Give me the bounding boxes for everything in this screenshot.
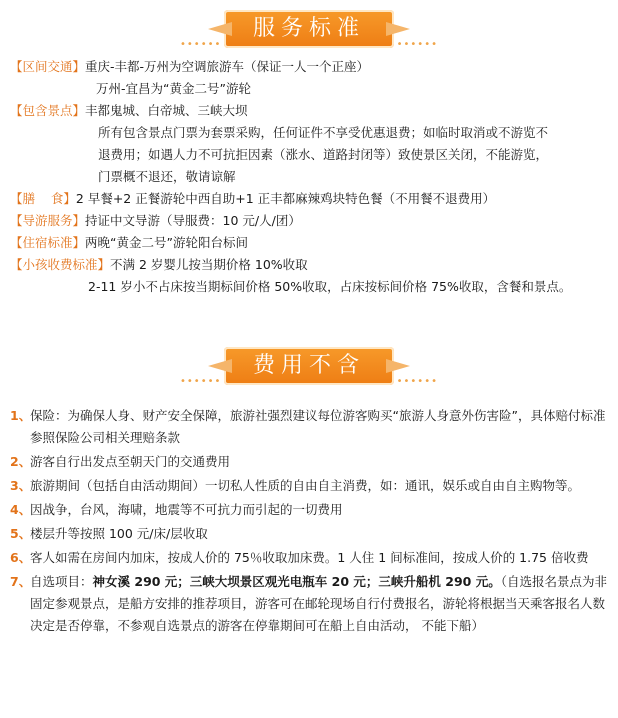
guide-text: 持证中文导游（导服费：10 元/人/团） — [85, 213, 301, 228]
guide-label: 【导游服务】 — [10, 213, 86, 228]
item-number: 6、 — [10, 550, 32, 565]
child-row — [10, 254, 614, 276]
fee-item — [10, 523, 614, 545]
decor-dots: •••••• — [180, 39, 222, 50]
child-label: 【小孩收费标准】 — [10, 257, 111, 272]
optional-prices: 神女溪 290 元；三峡大坝景区观光电瓶车 20 元；三峡升船机 290 元。 — [92, 574, 501, 589]
child-text: 不满 2 岁婴儿按当期价格 10%收取 — [110, 257, 308, 272]
item-text: 客人如需在房间内加床，按成人价的 75％收取加床费。1 人住 1 间标准间，按成人价的 1.75 倍收费 — [30, 550, 589, 565]
traffic-text-2: 万州-宜昌为“黄金二号”游轮 — [96, 81, 251, 96]
optional-lead: 自选项目： — [30, 574, 93, 589]
item-text: 旅游期间（包括自由活动期间）一切私人性质的自由自主消费，如：通讯，娱乐或自由自主购物等。 — [30, 478, 581, 493]
item-number: 7、 — [10, 574, 32, 589]
fee-exclusions-section — [10, 405, 614, 639]
spots-note-line: 所有包含景点门票为套票采购，任何证件不享受优惠退费；如临时取消或不游览不 — [98, 125, 549, 140]
section-title-banner — [180, 10, 438, 50]
item-number: 4、 — [10, 502, 32, 517]
fee-item — [10, 451, 614, 473]
fee-item — [10, 547, 614, 569]
traffic-row — [10, 56, 614, 78]
decor-dots: •••••• — [396, 39, 438, 50]
item-number: 1、 — [10, 408, 32, 423]
section-title-banner — [180, 347, 438, 387]
stay-text: 两晚“黄金二号”游轮阳台标间 — [85, 235, 248, 250]
item-text: 游客自行出发点至朝天门的交通费用 — [30, 454, 231, 469]
item-number: 5、 — [10, 526, 32, 541]
spots-row — [10, 100, 614, 122]
traffic-text: 重庆-丰都-万州为空调旅游车（保证一人一个正座） — [85, 59, 370, 74]
item-text — [30, 571, 614, 637]
stay-label: 【住宿标准】 — [10, 235, 86, 250]
item-number: 2、 — [10, 454, 32, 469]
optional-note: （自选报名景点为非固定参观景点，是船方安排的推荐项目，游客可在邮轮现场自行付费报名，游轮将根据当天乘客报名人数决定是否停靠，不参观自选景点的游客在停靠期间可在船上自由活动， 不能下船） — [30, 574, 607, 633]
item-text: 楼层升等按照 100 元/床/层收取 — [30, 526, 208, 541]
meal-label: 【膳 食】 — [10, 191, 76, 206]
spots-note-line: 退费用；如遇人力不可抗拒因素（涨水、道路封闭等）致使景区关闭，不能游览， — [98, 147, 549, 162]
stay-row — [10, 232, 614, 254]
fee-item — [10, 405, 614, 449]
item-number: 3、 — [10, 478, 32, 493]
spots-note-line: 门票概不退还，敬请谅解 — [98, 169, 236, 184]
item-text: 保险：为确保人身、财产安全保障，旅游社强烈建议每位游客购买“旅游人身意外伤害险”，具体赔付标准参照保险公司相关理赔条款 — [30, 408, 606, 445]
decor-dots: •••••• — [396, 376, 438, 387]
traffic-label: 【区间交通】 — [10, 59, 86, 74]
guide-row — [10, 210, 614, 232]
child-text-2: 2-11 岁小不占床按当期标间价格 50%收取，占床按标间价格 75%收取，含餐和景点。 — [88, 279, 572, 294]
section-title: 费用不含 — [252, 353, 365, 378]
item-text: 因战争，台风，海啸，地震等不可抗力而引起的一切费用 — [30, 502, 343, 517]
service-standard-section — [10, 56, 614, 298]
fee-item — [10, 499, 614, 521]
decor-dots: •••••• — [180, 376, 222, 387]
meal-text: 2 早餐+2 正餐游轮中西自助+1 正丰都麻辣鸡块特色餐（不用餐不退费用） — [75, 191, 496, 206]
fee-item-optional — [10, 571, 614, 637]
fee-item — [10, 475, 614, 497]
meal-row — [10, 188, 614, 210]
spots-label: 【包含景点】 — [10, 103, 86, 118]
section-title: 服务标准 — [252, 16, 365, 41]
spots-text: 丰都鬼城、白帝城、三峡大坝 — [85, 103, 248, 118]
spots-note — [10, 122, 614, 188]
